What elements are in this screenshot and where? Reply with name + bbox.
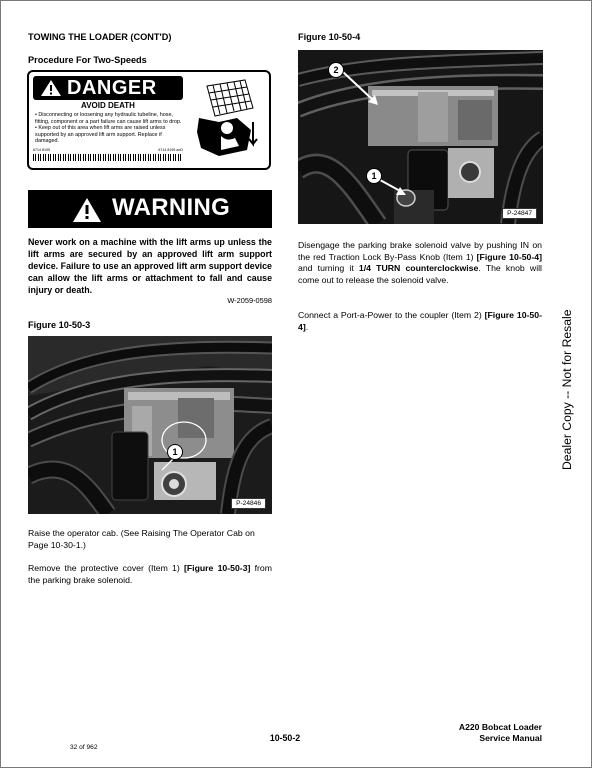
figure-10-50-3-photo xyxy=(28,336,272,514)
warning-title: WARNING xyxy=(112,194,231,221)
warning-text: Never work on a machine with the lift arms up unless the lift arms are secured by an approved lift arm support device. Failure to use an approved lift arm support device can allow the lift arms or attachment to fall and cause injury or death. xyxy=(28,237,272,296)
callout-item-1: 1 xyxy=(366,168,382,184)
danger-codes xyxy=(33,148,183,152)
manual-title: A220 Bobcat Loader xyxy=(458,722,542,732)
callout-item-1: 1 xyxy=(167,444,183,460)
text-run: Remove the protective cover (Item 1) xyxy=(28,563,184,573)
figure-10-50-3-photo-code: P-24846 xyxy=(231,498,266,509)
barcode xyxy=(33,154,183,161)
paragraph-remove-cover xyxy=(28,563,272,586)
danger-bullet: • Disconnecting or loosening any hydraulic tubeline, hose, fitting, component or a part failure can cause lift arms to drop. xyxy=(35,112,182,125)
valve-block-photo xyxy=(28,336,272,514)
warning-code: W-2059-0598 xyxy=(227,296,272,305)
text-run: and turning it xyxy=(298,263,359,274)
text-run: Connect a Port-a-Power to the coupler (Item 2) xyxy=(298,310,485,320)
danger-code-right: 6714 8195 aoD xyxy=(158,148,183,152)
figure-10-50-4-photo-code: P-24847 xyxy=(502,208,537,219)
figure-ref: [Figure 10-50-4] xyxy=(476,251,542,262)
text-run: . xyxy=(305,321,309,332)
danger-code-left: 6714 8195 xyxy=(33,148,50,152)
lift-arm-crush-pictogram-icon xyxy=(189,78,263,164)
danger-subtitle: AVOID DEATH xyxy=(81,101,135,110)
page-count: 32 of 962 xyxy=(70,744,98,751)
danger-title: DANGER xyxy=(67,77,157,99)
paragraph-connect-port-a-power xyxy=(298,310,542,333)
danger-bullets xyxy=(35,112,183,145)
danger-header xyxy=(33,76,183,100)
figure-10-50-4-label: Figure 10-50-4 xyxy=(298,32,361,42)
callout-item-2: 2 xyxy=(328,62,344,78)
warning-triangle-icon xyxy=(72,197,102,223)
dealer-copy-watermark: Dealer Copy -- Not for Resale xyxy=(560,309,574,470)
danger-bullet: • Keep out of this area when lift arms are raised unless supported by an approved lift arm support. Replace if damaged. xyxy=(35,125,166,145)
figure-10-50-4-photo xyxy=(298,50,543,224)
figure-10-50-3-label: Figure 10-50-3 xyxy=(28,320,91,330)
text-run: Disengage the parking brake solenoid valve by pushing IN on the red Traction Lock By-Pass Knob (Item 1) xyxy=(298,240,542,262)
text-run: . The knob will come out to release the solenoid valve. xyxy=(298,263,542,285)
text-run: from the parking brake solenoid. xyxy=(28,563,272,585)
figure-ref: [Figure 10-50-3] xyxy=(183,563,251,573)
procedure-subheading: Procedure For Two-Speeds xyxy=(28,55,147,65)
figure-ref: [Figure 10-50-4] xyxy=(298,310,542,332)
manual-title-block xyxy=(400,722,542,744)
turn-instruction: 1/4 TURN counterclockwise xyxy=(358,263,479,274)
manual-subtitle: Service Manual xyxy=(479,733,542,743)
paragraph-disengage-brake xyxy=(298,240,542,286)
paragraph-raise-cab: Raise the operator cab. (See Raising The Operator Cab on Page 10-30-1.) xyxy=(28,528,255,550)
warning-triangle-icon xyxy=(40,79,62,97)
section-heading: TOWING THE LOADER (CONT'D) xyxy=(28,32,172,42)
danger-decal xyxy=(27,70,271,170)
warning-header xyxy=(28,190,272,228)
page-number: 10-50-2 xyxy=(269,733,301,743)
